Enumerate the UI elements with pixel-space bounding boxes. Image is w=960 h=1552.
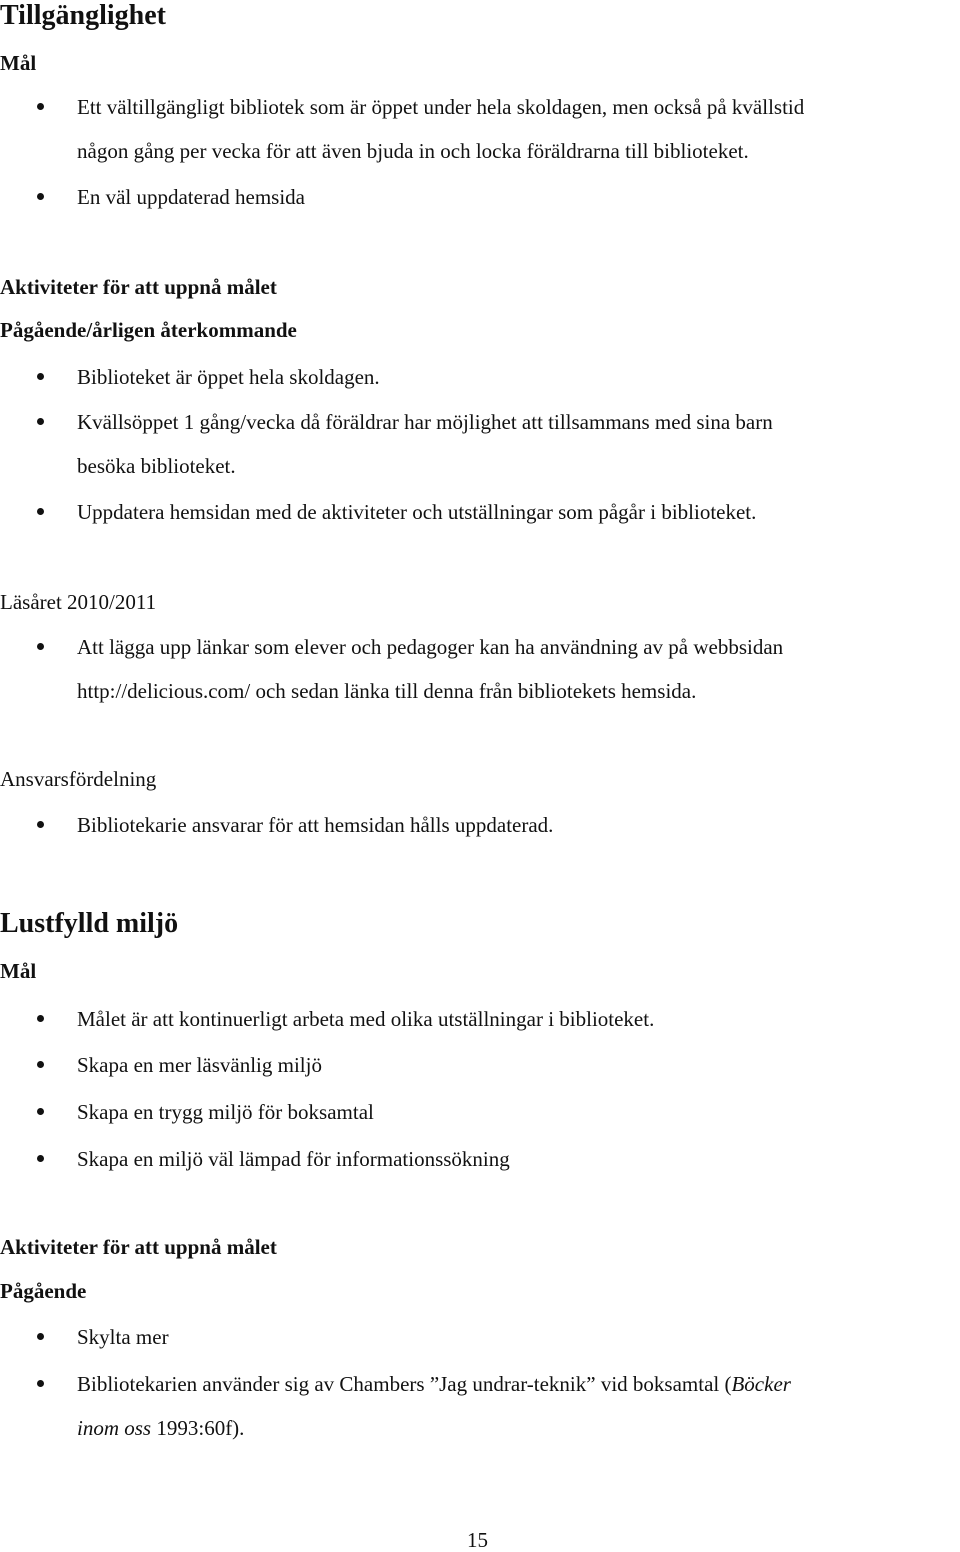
- goal-item: Skapa en mer läsvänlig miljö: [77, 1053, 322, 1077]
- bullet-icon: [37, 1061, 44, 1068]
- bullet-icon: [37, 1155, 44, 1162]
- activity-item: Skylta mer: [77, 1325, 169, 1349]
- activities-heading: Aktiviteter för att uppnå målet: [0, 1235, 277, 1259]
- chambers-text: Bibliotekarien använder sig av Chambers ”Jag undrar-teknik” vid boksamtal (: [77, 1372, 732, 1396]
- book-title-italic: inom oss: [77, 1416, 152, 1440]
- citation-text: 1993:60f).: [151, 1416, 245, 1440]
- goal-item: En väl uppdaterad hemsida: [77, 185, 306, 209]
- bullet-icon: [37, 1108, 44, 1115]
- activity-item-continuation: [77, 1418, 244, 1439]
- activity-item: Uppdatera hemsidan med de aktiviteter och utställningar som pågår i biblioteket.: [77, 500, 757, 524]
- bullet-icon: [37, 1333, 44, 1340]
- section-title-lustfylld-miljo: Lustfylld miljö: [0, 908, 179, 939]
- bullet-icon: [37, 418, 44, 425]
- page-number: 15: [467, 1528, 488, 1552]
- bullet-icon: [37, 1380, 44, 1387]
- goal-heading: Mål: [0, 51, 37, 75]
- bullet-icon: [37, 643, 44, 650]
- year-item-continuation: http://delicious.com/ och sedan länka till denna från bibliotekets hemsida.: [77, 679, 697, 703]
- bullet-icon: [37, 103, 44, 110]
- year-item: Att lägga upp länkar som elever och pedagoger kan ha användning av på webbsidan: [77, 635, 784, 659]
- bullet-icon: [37, 1015, 44, 1022]
- activity-item-continuation: besöka biblioteket.: [77, 454, 236, 478]
- responsibility-heading: Ansvarsfördelning: [0, 767, 157, 791]
- bullet-icon: [37, 193, 44, 200]
- goal-item: Ett vältillgängligt bibliotek som är öppet under hela skoldagen, men också på kvällstid: [77, 95, 805, 119]
- bullet-icon: [37, 373, 44, 380]
- activity-item: Biblioteket är öppet hela skoldagen.: [77, 365, 380, 389]
- goal-item: Målet är att kontinuerligt arbeta med olika utställningar i biblioteket.: [77, 1007, 655, 1031]
- activity-item: Kvällsöppet 1 gång/vecka då föräldrar har möjlighet att tillsammans med sina barn: [77, 410, 773, 434]
- activity-item-chambers: [77, 1374, 791, 1395]
- book-title-italic: Böcker: [731, 1372, 791, 1396]
- responsibility-item: Bibliotekarie ansvarar för att hemsidan hålls uppdaterad.: [77, 813, 554, 837]
- activities-heading: Aktiviteter för att uppnå målet: [0, 275, 277, 299]
- section-title-tillganglighet: Tillgänglighet: [0, 0, 166, 31]
- year-heading: Läsåret 2010/2011: [0, 590, 157, 614]
- ongoing-heading: Pågående/årligen återkommande: [0, 318, 297, 342]
- bullet-icon: [37, 508, 44, 515]
- bullet-icon: [37, 821, 44, 828]
- goal-item: Skapa en trygg miljö för boksamtal: [77, 1100, 374, 1124]
- goal-heading: Mål: [0, 959, 37, 983]
- goal-item-continuation: någon gång per vecka för att även bjuda in och locka föräldrarna till biblioteket.: [77, 139, 749, 163]
- goal-item: Skapa en miljö väl lämpad för informationssökning: [77, 1147, 510, 1171]
- ongoing-heading: Pågående: [0, 1279, 87, 1303]
